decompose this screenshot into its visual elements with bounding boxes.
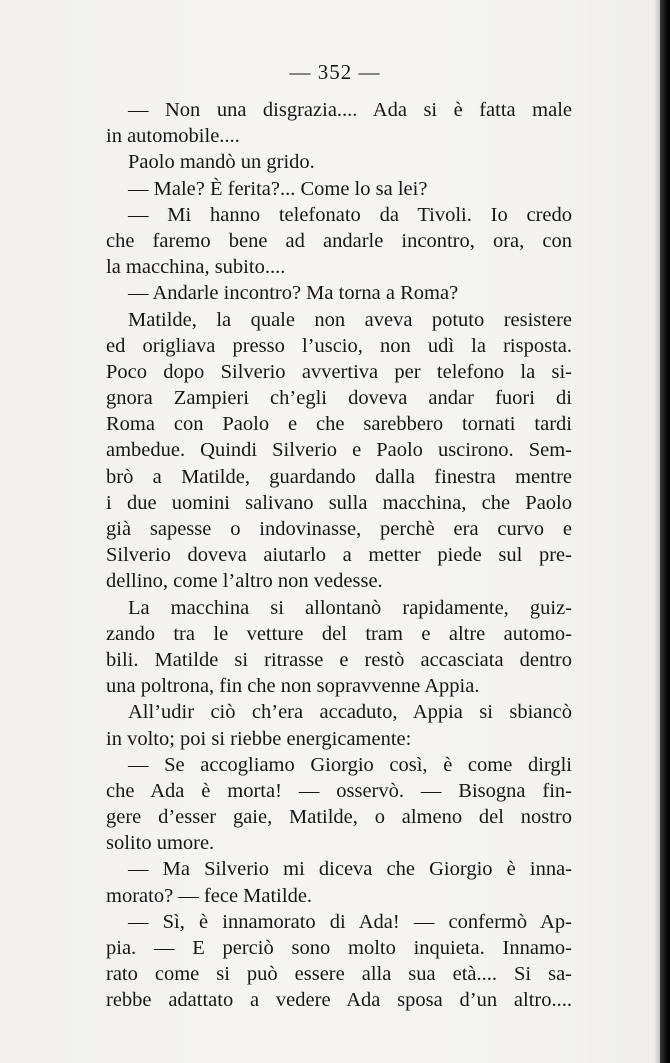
- text-line: rebbe adattato a vedere Ada sposa d’un altro....: [106, 989, 572, 1012]
- text-line: All’udir ciò ch’era accaduto, Appia si sbiancò: [128, 701, 572, 724]
- text-line: i due uomini salivano sulla macchina, che Paolo: [106, 491, 572, 514]
- text-line: la macchina, subito....: [106, 256, 286, 279]
- text-line: che Ada è morta! — osservò. — Bisogna fin-: [106, 779, 572, 802]
- text-line: — Se accogliamo Giorgio così, è come dirgli: [128, 753, 572, 776]
- text-line: Matilde, la quale non aveva potuto resistere: [128, 308, 572, 331]
- text-line: dellino, come l’altro non vedesse.: [106, 570, 383, 593]
- text-line: — Ma Silverio mi diceva che Giorgio è inna-: [128, 858, 572, 881]
- text-line: in automobile....: [106, 125, 240, 148]
- text-line: ed origliava presso l’uscio, non udì la risposta.: [106, 334, 572, 357]
- text-line: Poco dopo Silverio avvertiva per telefono la si-: [106, 360, 572, 383]
- text-line: già sapesse o indovinasse, perchè era curvo e: [106, 518, 572, 540]
- text-line: solito umore.: [106, 832, 215, 855]
- page-number: — 352 —: [289, 60, 381, 84]
- text-line: rato come si può essere alla sua età.... Si sa-: [106, 963, 572, 986]
- text-line: Roma con Paolo e che sarebbero tornati tardi: [106, 413, 572, 436]
- text-line: gnora Zampieri ch’egli doveva andar fuori di: [106, 387, 572, 410]
- text-line: — Mi hanno telefonato da Tivoli. Io credo: [128, 203, 572, 226]
- text-line: una poltrona, fin che non sopravvenne Appia.: [106, 675, 480, 698]
- text-line: — Male? È ferita?... Come lo sa lei?: [128, 177, 428, 200]
- text-line: — Andarle incontro? Ma torna a Roma?: [128, 282, 459, 305]
- text-line: — Non una disgrazia.... Ada si è fatta male: [128, 99, 572, 121]
- text-line: La macchina si allontanò rapidamente, guiz-: [128, 596, 572, 619]
- text-line: in volto; poi si riebbe energicamente:: [106, 727, 412, 750]
- text-line: brò a Matilde, guardando dalla finestra mentre: [106, 465, 572, 488]
- text-line: bili. Matilde si ritrasse e restò accasciata dentro: [106, 648, 572, 671]
- text-line: gere d’esser gaie, Matilde, o almeno del nostro: [106, 806, 572, 829]
- text-line: Silverio doveva aiutarlo a metter piede sul pre-: [106, 544, 572, 567]
- text-line: Paolo mandò un grido.: [128, 151, 315, 174]
- page-edge: [660, 0, 670, 1063]
- text-line: ambedue. Quindi Silverio e Paolo uscirono. Sem-: [106, 439, 572, 462]
- text-line: morato? — fece Matilde.: [106, 884, 313, 907]
- text-line: — Sì, è innamorato di Ada! — confermò Ap-: [128, 910, 572, 933]
- body-text: [106, 97, 572, 1014]
- text-line: pia. — E perciò sono molto inquieta. Innamo-: [106, 937, 572, 959]
- text-line: zando tra le vetture del tram e altre automo-: [106, 622, 572, 645]
- text-line: che faremo bene ad andarle incontro, ora, con: [106, 229, 572, 252]
